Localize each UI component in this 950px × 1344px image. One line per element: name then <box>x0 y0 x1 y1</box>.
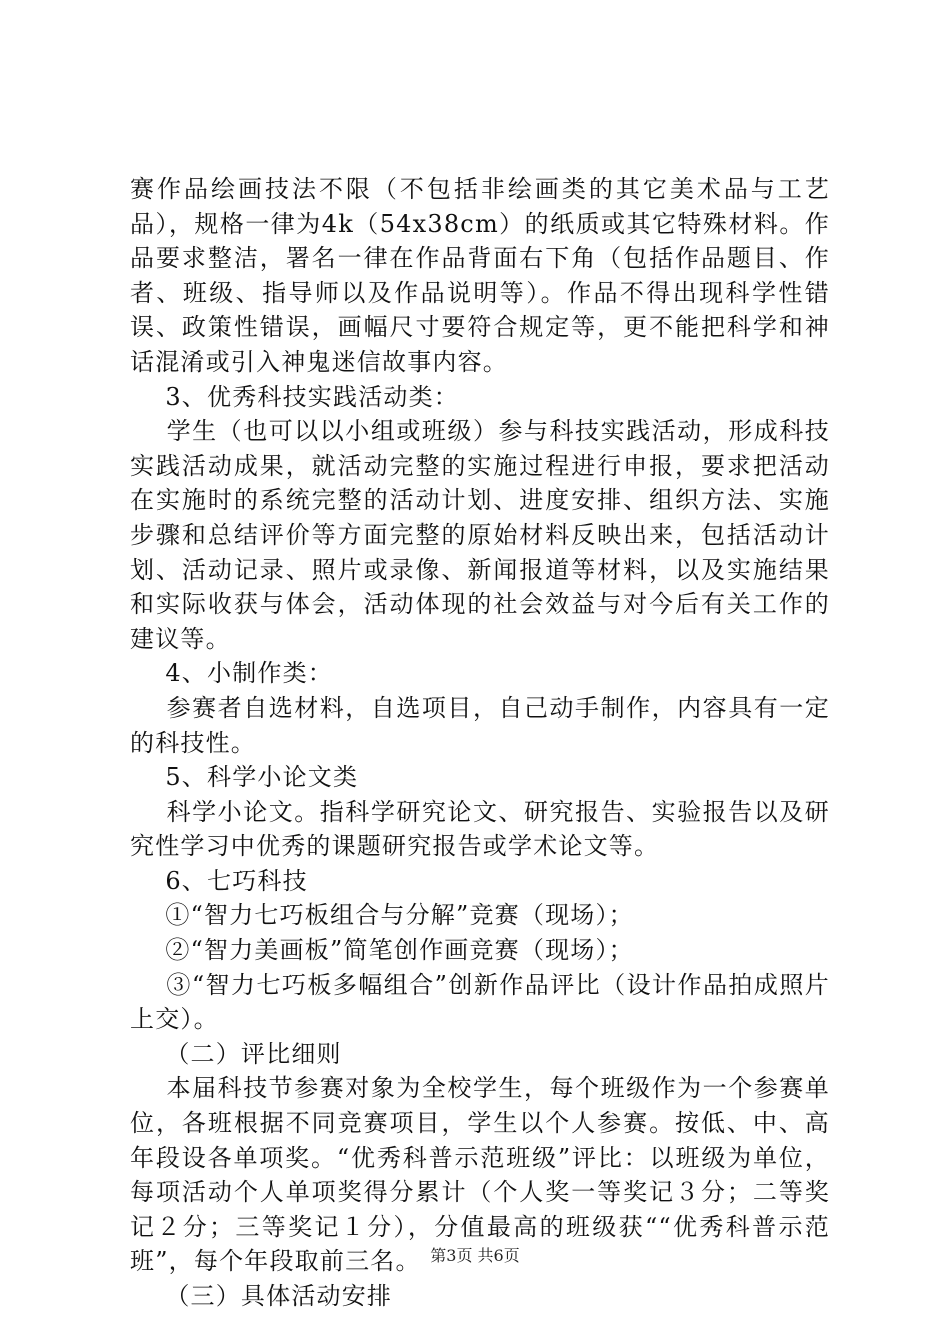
list-item-tangram-2: ②“智力美画板”简笔创作画竞赛（现场）； <box>130 936 634 965</box>
paragraph-practice-activity: 学生（也可以以小组或班级）参与科技实践活动，形成科技实践活动成果，就活动完整的实施过程进行申报，要求把活动在实施时的系统完整的活动计划、进度安排、组织方法、实施步骤和总结评价等方面完整的原始材料反映出来，包括活动计划、活动记录、照片或录像、新闻报道等材料，以及实施结果和实际收获与体会，活动体现的社会效益与对今后有关工作的建议等。 <box>130 417 830 653</box>
paragraph-science-essay: 科学小论文。指科学研究论文、研究报告、实验报告以及研究性学习中优秀的课题研究报告或学术论文等。 <box>130 797 830 861</box>
paragraph-evaluation-rules: 本届科技节参赛对象为全校学生，每个班级作为一个参赛单位，各班根据不同竞赛项目，学生以个人参赛。按低、中、高年段设各单项奖。“优秀科普示范班级”评比：以班级为单位，每项活动个人单项奖得分累计（个人奖一等奖记３分；二等奖记２分；三等奖记１分），分值最高的班级获““优秀科普示范班”，每个年段取前三名。 <box>130 1074 830 1276</box>
heading-activity-schedule: （三）具体活动安排 <box>130 1282 393 1310</box>
document-body <box>130 172 830 1314</box>
page-footer <box>0 1246 950 1266</box>
paragraph-small-production: 参赛者自选材料，自选项目，自己动手制作，内容具有一定的科技性。 <box>130 693 830 757</box>
paragraph-art-rules: 赛作品绘画技法不限（不包括非绘画类的其它美术品与工艺品），规格一律为4k（54x38cm）的纸质或其它特殊材料。作品要求整洁，署名一律在作品背面右下角（包括作品题目、作者、班级、指导师以及作品说明等）。作品不得出现科学性错误、政策性错误，画幅尺寸要符合规定等，更不能把科学和神话混淆或引入神鬼迷信故事内容。 <box>130 175 830 376</box>
heading-science-essay: 5、科学小论文类 <box>130 763 359 792</box>
list-item-tangram-1: ①“智力七巧板组合与分解”竞赛（现场）； <box>130 901 634 930</box>
heading-small-production: 4、小制作类： <box>130 659 333 688</box>
heading-evaluation-rules: （二）评比细则 <box>130 1039 342 1068</box>
heading-practice-activity: 3、优秀科技实践活动类： <box>130 382 459 411</box>
heading-tangram-tech: 6、七巧科技 <box>130 866 308 895</box>
page-number: 第3页 共6页 <box>430 1246 520 1265</box>
list-item-tangram-3: ③“智力七巧板多幅组合”创新作品评比（设计作品拍成照片上交）。 <box>130 970 830 1034</box>
